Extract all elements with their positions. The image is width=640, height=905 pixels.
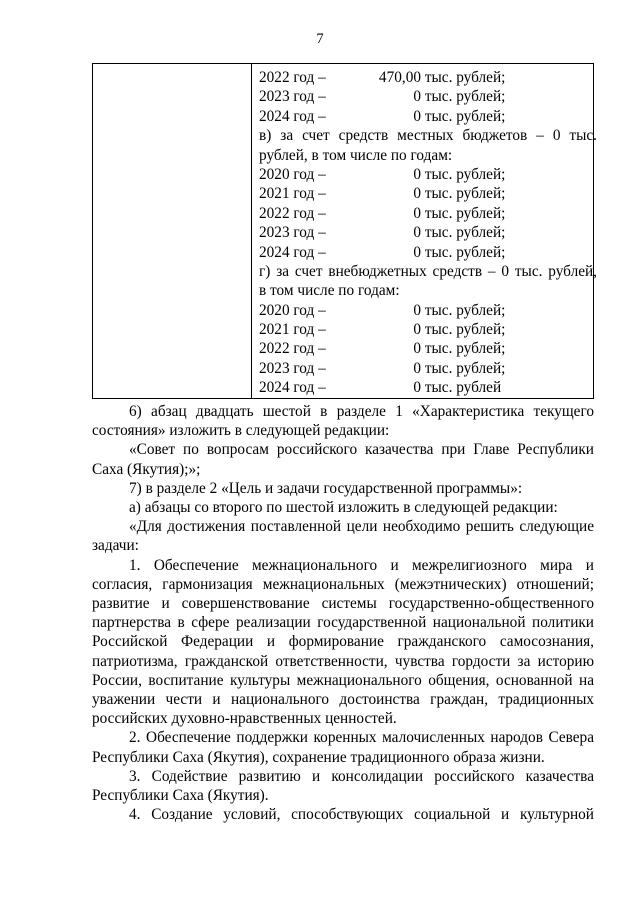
amount-value: 0 (413, 340, 421, 358)
amount-value: 0 (413, 165, 421, 183)
year-label: 2021 год – (259, 185, 326, 203)
year-label: 2024 год – (259, 379, 326, 397)
amount-value: 470,00 (378, 69, 421, 86)
unit-label: тыс. рублей; (424, 224, 506, 242)
funding-line (259, 301, 587, 320)
unit-label: тыс. рублей; (424, 185, 506, 203)
year-label: 2020 год – (259, 301, 326, 319)
extrabudgetary-heading: г) за счет внебюджетных средств – 0 тыс. рублей, (259, 262, 597, 280)
funding-line (259, 204, 587, 223)
page-number: 7 (316, 31, 324, 47)
funding-line (259, 359, 587, 378)
amount-value: 0 (413, 379, 421, 397)
paragraph-amendment-7: 7) в разделе 2 «Цель и задачи государственной программы»: (129, 479, 523, 497)
table-row (93, 64, 594, 399)
year-label: 2024 год – (259, 107, 326, 125)
year-label: 2022 год – (259, 340, 326, 358)
unit-label: тыс. рублей; (424, 340, 506, 358)
unit-label: тыс. рублей; (424, 301, 506, 319)
year-label: 2023 год – (259, 359, 326, 377)
amount-value: 0 (413, 204, 421, 222)
year-label: 2021 год – (259, 321, 326, 339)
funding-line (259, 165, 587, 184)
year-label: 2024 год – (259, 243, 326, 261)
amount-value: 0 (413, 321, 421, 339)
amount-value: 0 (413, 359, 421, 377)
unit-label: тыс. рублей; (424, 107, 506, 125)
unit-label: тыс. рублей; (424, 321, 506, 339)
year-label: 2020 год – (259, 165, 326, 183)
funding-line (259, 68, 587, 87)
unit-label: тыс. рублей; (424, 204, 506, 222)
paragraph-subitem-a: а) абзацы со второго по шестой изложить в следующей редакции: (129, 499, 558, 517)
table-cell-funding (252, 64, 597, 399)
paragraph-tasks-intro: «Для достижения поставленной цели необходимо решить следующие задачи: (92, 518, 594, 555)
year-label: 2023 год – (259, 88, 326, 106)
year-label: 2022 год – (259, 204, 326, 222)
table-cell-program-section (93, 64, 252, 399)
local-budget-heading-cont: рублей, в том числе по годам: (259, 146, 453, 164)
funding-line (259, 184, 587, 203)
paragraph-task-1: 1. Обеспечение межнационального и межрелигиозного мира и согласия, гармонизация межнациональных (межэтнических) отношений; развитие и совершенствование системы государственно-общественного партнерства в сфере реализации государственной национальной политики Российской Федерации и формирование гражданского самосознания, патриотизма, гражданской ответственности, чувства гордости за историю России, воспитание культуры межнационального общения, основанной на уважении чести и национального достоинства граждан, традиционных российских духовно-нравственных ценностей. (92, 556, 594, 728)
year-label: 2023 год – (259, 224, 326, 242)
paragraph-amendment-6: 6) абзац двадцать шестой в разделе 1 «Характеристика текущего состояния» изложить в следующей редакции: (92, 403, 594, 440)
unit-label: тыс. рублей; (424, 359, 506, 377)
funding-table (92, 63, 597, 399)
year-label: 2022 год – (259, 69, 326, 86)
unit-label: тыс. рублей; (424, 88, 506, 106)
extrabudgetary-heading-cont: в том числе по годам: (259, 282, 400, 300)
funding-line (259, 243, 587, 262)
unit-label: тыс. рублей; (424, 69, 506, 86)
funding-line (259, 378, 587, 397)
funding-line (259, 223, 587, 242)
document-body (92, 402, 594, 824)
amount-value: 0 (413, 243, 421, 261)
unit-label: тыс. рублей (424, 379, 502, 397)
funding-line (259, 339, 587, 358)
unit-label: тыс. рублей; (424, 243, 506, 261)
paragraph-task-3: 3. Содействие развитию и консолидации российского казачества Республики Саха (Якутия). (92, 767, 594, 805)
paragraph-council-quote: «Совет по вопросам российского казачества при Главе Республики Саха (Якутия);»; (92, 441, 594, 478)
funding-line (259, 320, 587, 339)
amount-value: 0 (413, 107, 421, 125)
amount-value: 0 (413, 224, 421, 242)
unit-label: тыс. рублей; (424, 165, 506, 183)
amount-value: 0 (413, 301, 421, 319)
amount-value: 0 (413, 185, 421, 203)
funding-line (259, 107, 587, 126)
local-budget-heading: в) за счет средств местных бюджетов – 0 тыс. (259, 127, 597, 145)
paragraph-task-4: 4. Создание условий, способствующих социальной и культурной (129, 806, 594, 824)
amount-value: 0 (413, 88, 421, 106)
funding-line (259, 87, 587, 106)
paragraph-task-2: 2. Обеспечение поддержки коренных малочисленных народов Севера Республики Саха (Якутия), сохранение традиционного образа жизни. (92, 729, 594, 766)
